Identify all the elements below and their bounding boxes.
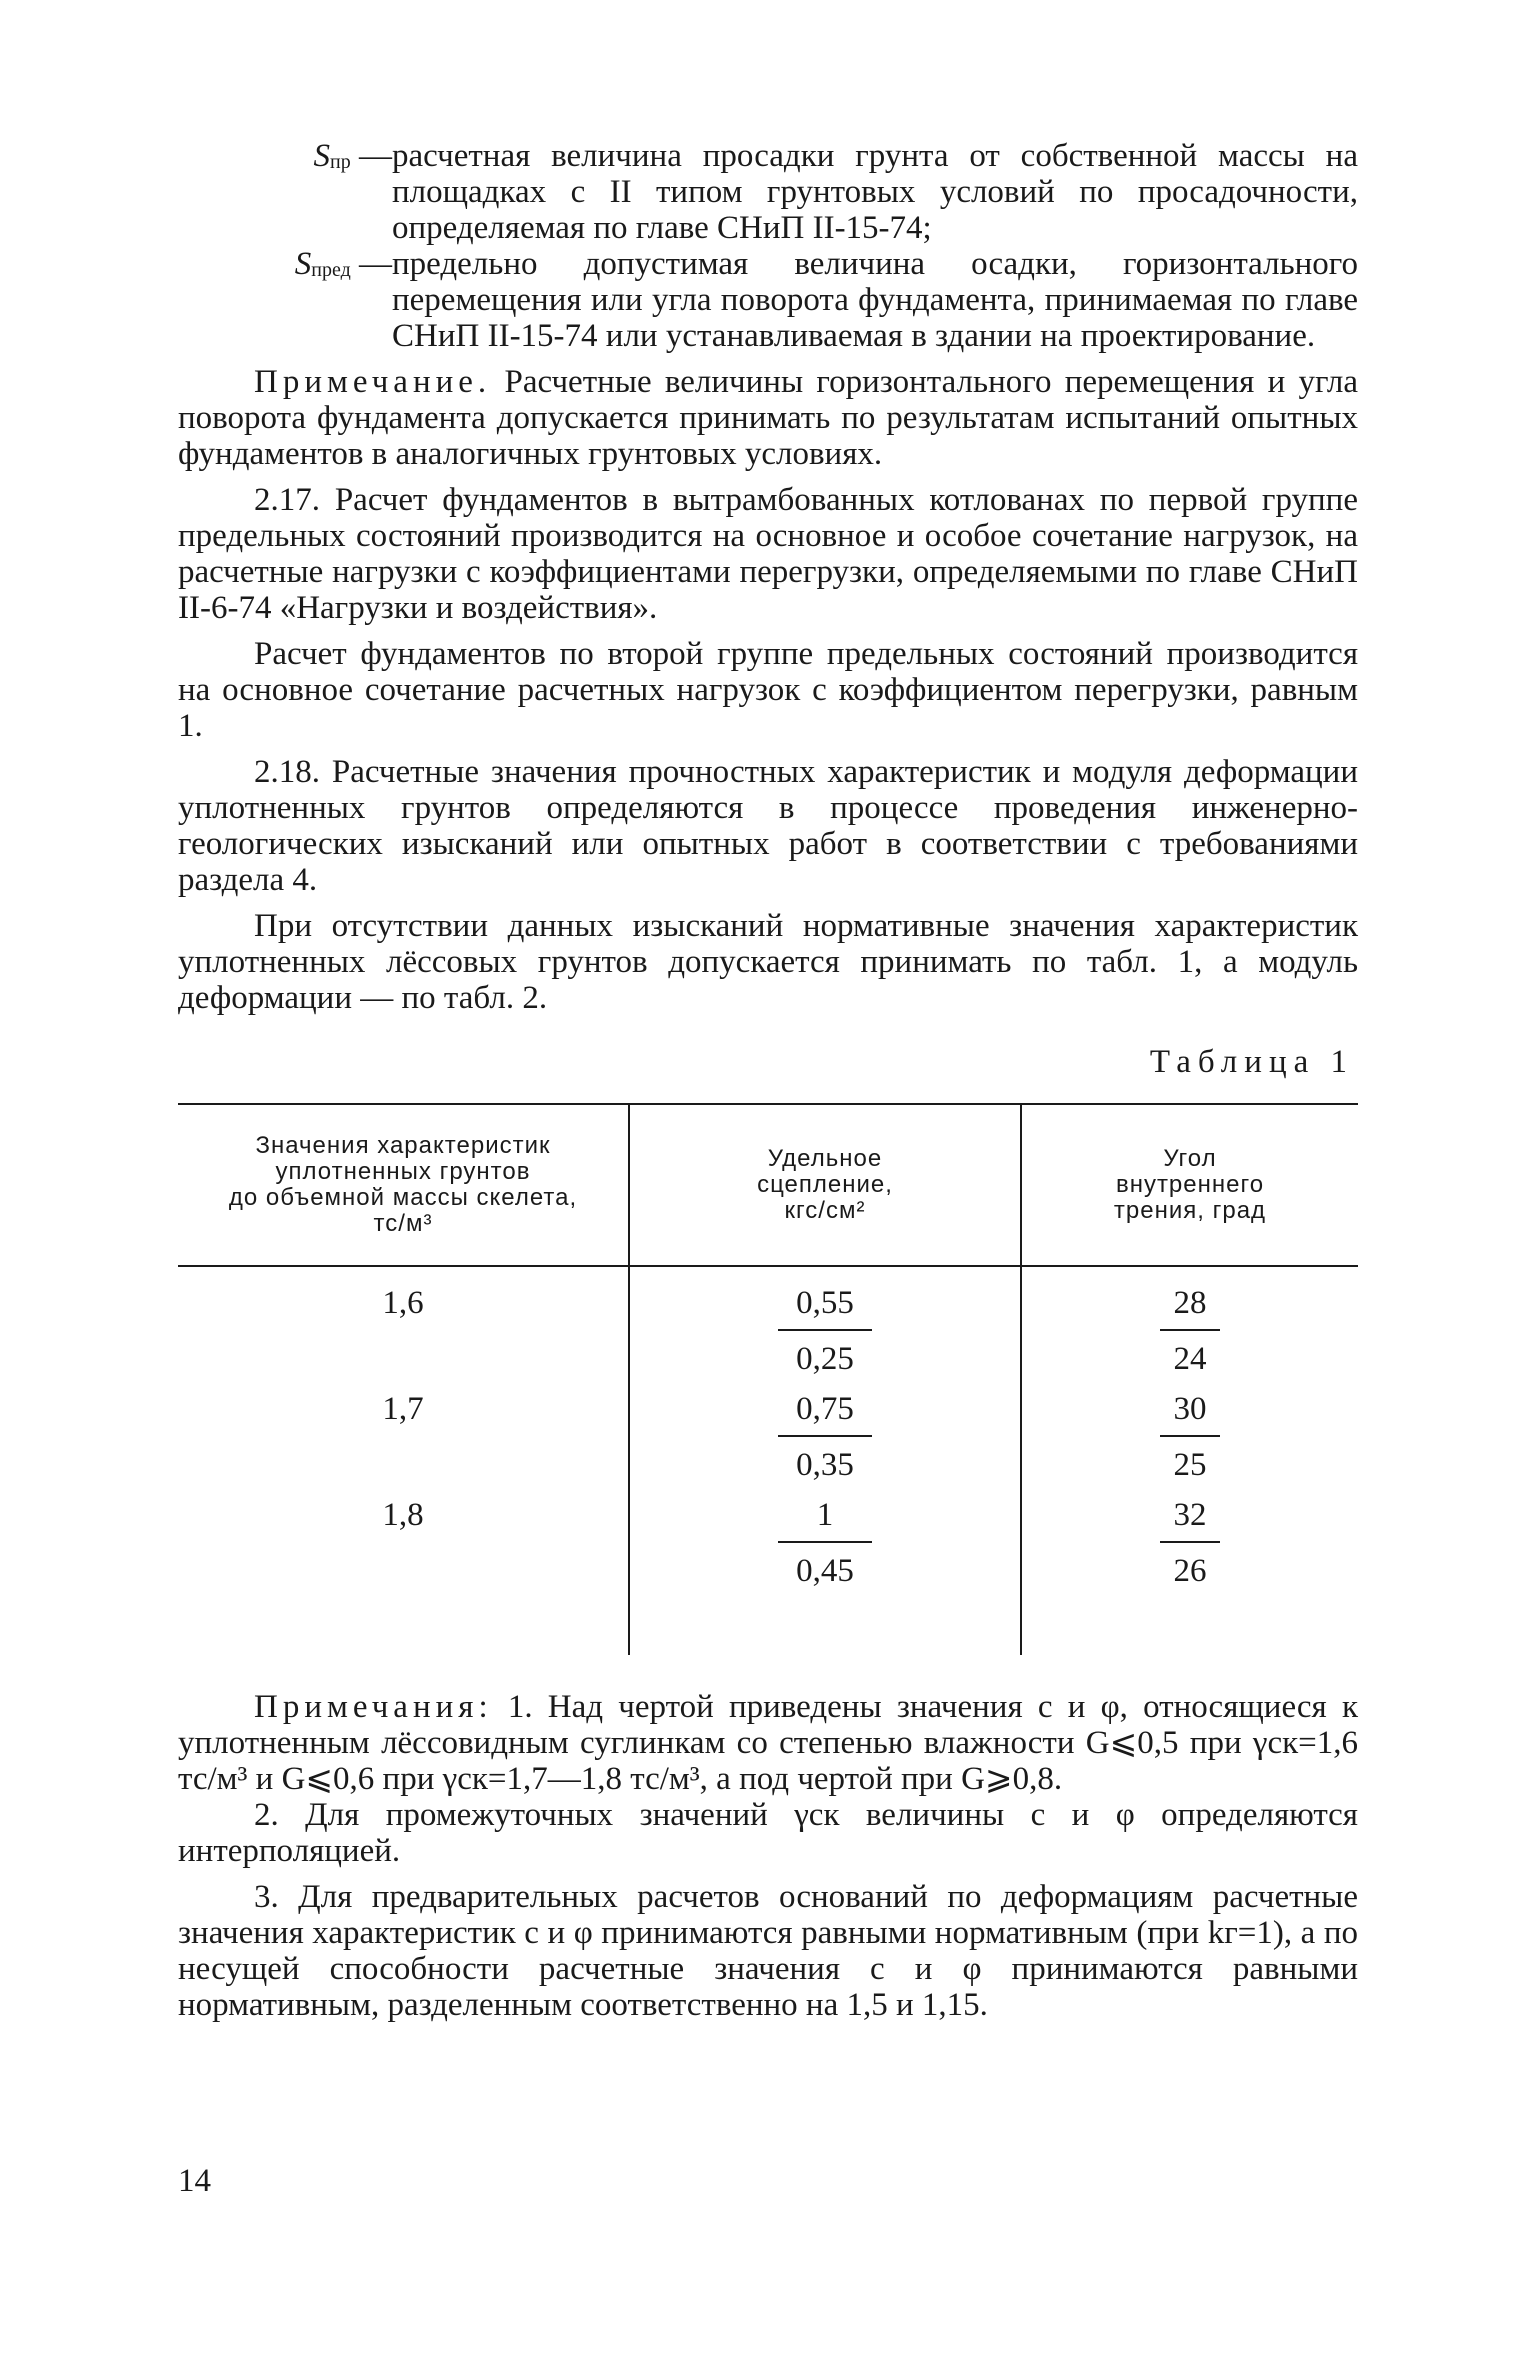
cohesion-column bbox=[629, 1266, 1021, 1655]
header-friction-angle: Угол внутреннего трения, град bbox=[1021, 1104, 1358, 1266]
definition-s-pred bbox=[178, 246, 1358, 354]
table-header-row bbox=[178, 1104, 1358, 1266]
cohesion-fraction: $\frac{1}{0,45}$ bbox=[778, 1497, 872, 1589]
table-1 bbox=[178, 1103, 1358, 1655]
table-caption: Таблица 1 bbox=[1149, 1044, 1354, 1080]
definition-text: предельно допустимая величина осадки, горизонтального перемещения или угла поворота фундамента, принимаемая по главе СНиП II-15-74 или устанавливаемая в здании на проектирование. bbox=[392, 246, 1358, 354]
density-column bbox=[178, 1266, 629, 1655]
note-item: 2. Для промежуточных значений γск величины c и φ определяются интерполяцией. bbox=[178, 1797, 1358, 1869]
angle-fraction: $\frac{28}{24}$ bbox=[1160, 1285, 1220, 1377]
table-body-row bbox=[178, 1266, 1358, 1655]
note-item: 3. Для предварительных расчетов оснований по деформациям расчетные значения характеристик c и φ принимаются равными нормативным (при kг=1), а по несущей способности расчетные значения c и φ принимаются равными нормативным, разделенным соответственно на 1,5 и 1,15. bbox=[178, 1879, 1358, 2023]
note-label: Примечание. bbox=[254, 364, 492, 400]
table-notes bbox=[178, 1689, 1358, 2023]
note-text: Расчетные величины горизонтального перемещения и угла поворота фундамента допускается принимать по результатам испытаний опытных фундаментов в аналогичных грунтовых условиях. bbox=[178, 364, 1358, 472]
note-item: Примечания: 1. Над чертой приведены значения c и φ, относящиеся к уплотненным лёссовидным суглинкам со степенью влажности G⩽0,5 при γск=1,6 тс/м³ и G⩽0,6 при γск=1,7—1,8 тс/м³, а под чертой при G⩾0,8. bbox=[178, 1689, 1358, 1797]
header-density: Значения характеристик уплотненных грунтов до объемной массы скелета, тс/м³ bbox=[178, 1104, 629, 1266]
page-number: 14 bbox=[178, 2163, 211, 2199]
note-paragraph bbox=[178, 364, 1358, 472]
friction-angle-column bbox=[1021, 1266, 1358, 1655]
cohesion-fraction: $\frac{0,55}{0,25}$ bbox=[778, 1285, 872, 1377]
density-value: 1,7 bbox=[382, 1391, 424, 1427]
paragraph-2-18: 2.18. Расчетные значения прочностных характеристик и модуля деформации уплотненных грунтов определяются в процессе проведения инженерно-геологических изысканий или опытных работ в соответствии с требованиями раздела 4. bbox=[178, 754, 1358, 898]
density-value: 1,6 bbox=[382, 1285, 424, 1321]
definition-text: расчетная величина просадки грунта от собственной массы на площадках с II типом грунтовых условий по просадочности, определяемая по главе СНиП II-15-74; bbox=[392, 138, 1358, 246]
header-cohesion: Удельное сцепление, кгс/см² bbox=[629, 1104, 1021, 1266]
document-page bbox=[178, 138, 1358, 2023]
definition-term: $S_{пр}$ — bbox=[313, 138, 392, 174]
definition-s-pr bbox=[178, 138, 1358, 246]
angle-fraction: $\frac{30}{25}$ bbox=[1160, 1391, 1220, 1483]
density-value: 1,8 bbox=[382, 1497, 424, 1533]
paragraph-normative-values: При отсутствии данных изысканий нормативные значения характеристик уплотненных лёссовых грунтов допускается принимать по табл. 1, а модуль деформации — по табл. 2. bbox=[178, 908, 1358, 1016]
paragraph-2-17: 2.17. Расчет фундаментов в вытрамбованных котлованах по первой группе предельных состояний производится на основное и особое сочетание нагрузок, на расчетные нагрузки с коэффициентами перегрузки, определяемыми по главе СНиП II-6-74 «Нагрузки и воздействия». bbox=[178, 482, 1358, 626]
cohesion-fraction: $\frac{0,75}{0,35}$ bbox=[778, 1391, 872, 1483]
paragraph-second-group: Расчет фундаментов по второй группе предельных состояний производится на основное сочетание расчетных нагрузок с коэффициентом перегрузки, равным 1. bbox=[178, 636, 1358, 744]
definition-term: $S_{пред}$ — bbox=[294, 246, 392, 282]
angle-fraction: $\frac{32}{26}$ bbox=[1160, 1497, 1220, 1589]
notes-label: Примечания: bbox=[254, 1689, 493, 1725]
